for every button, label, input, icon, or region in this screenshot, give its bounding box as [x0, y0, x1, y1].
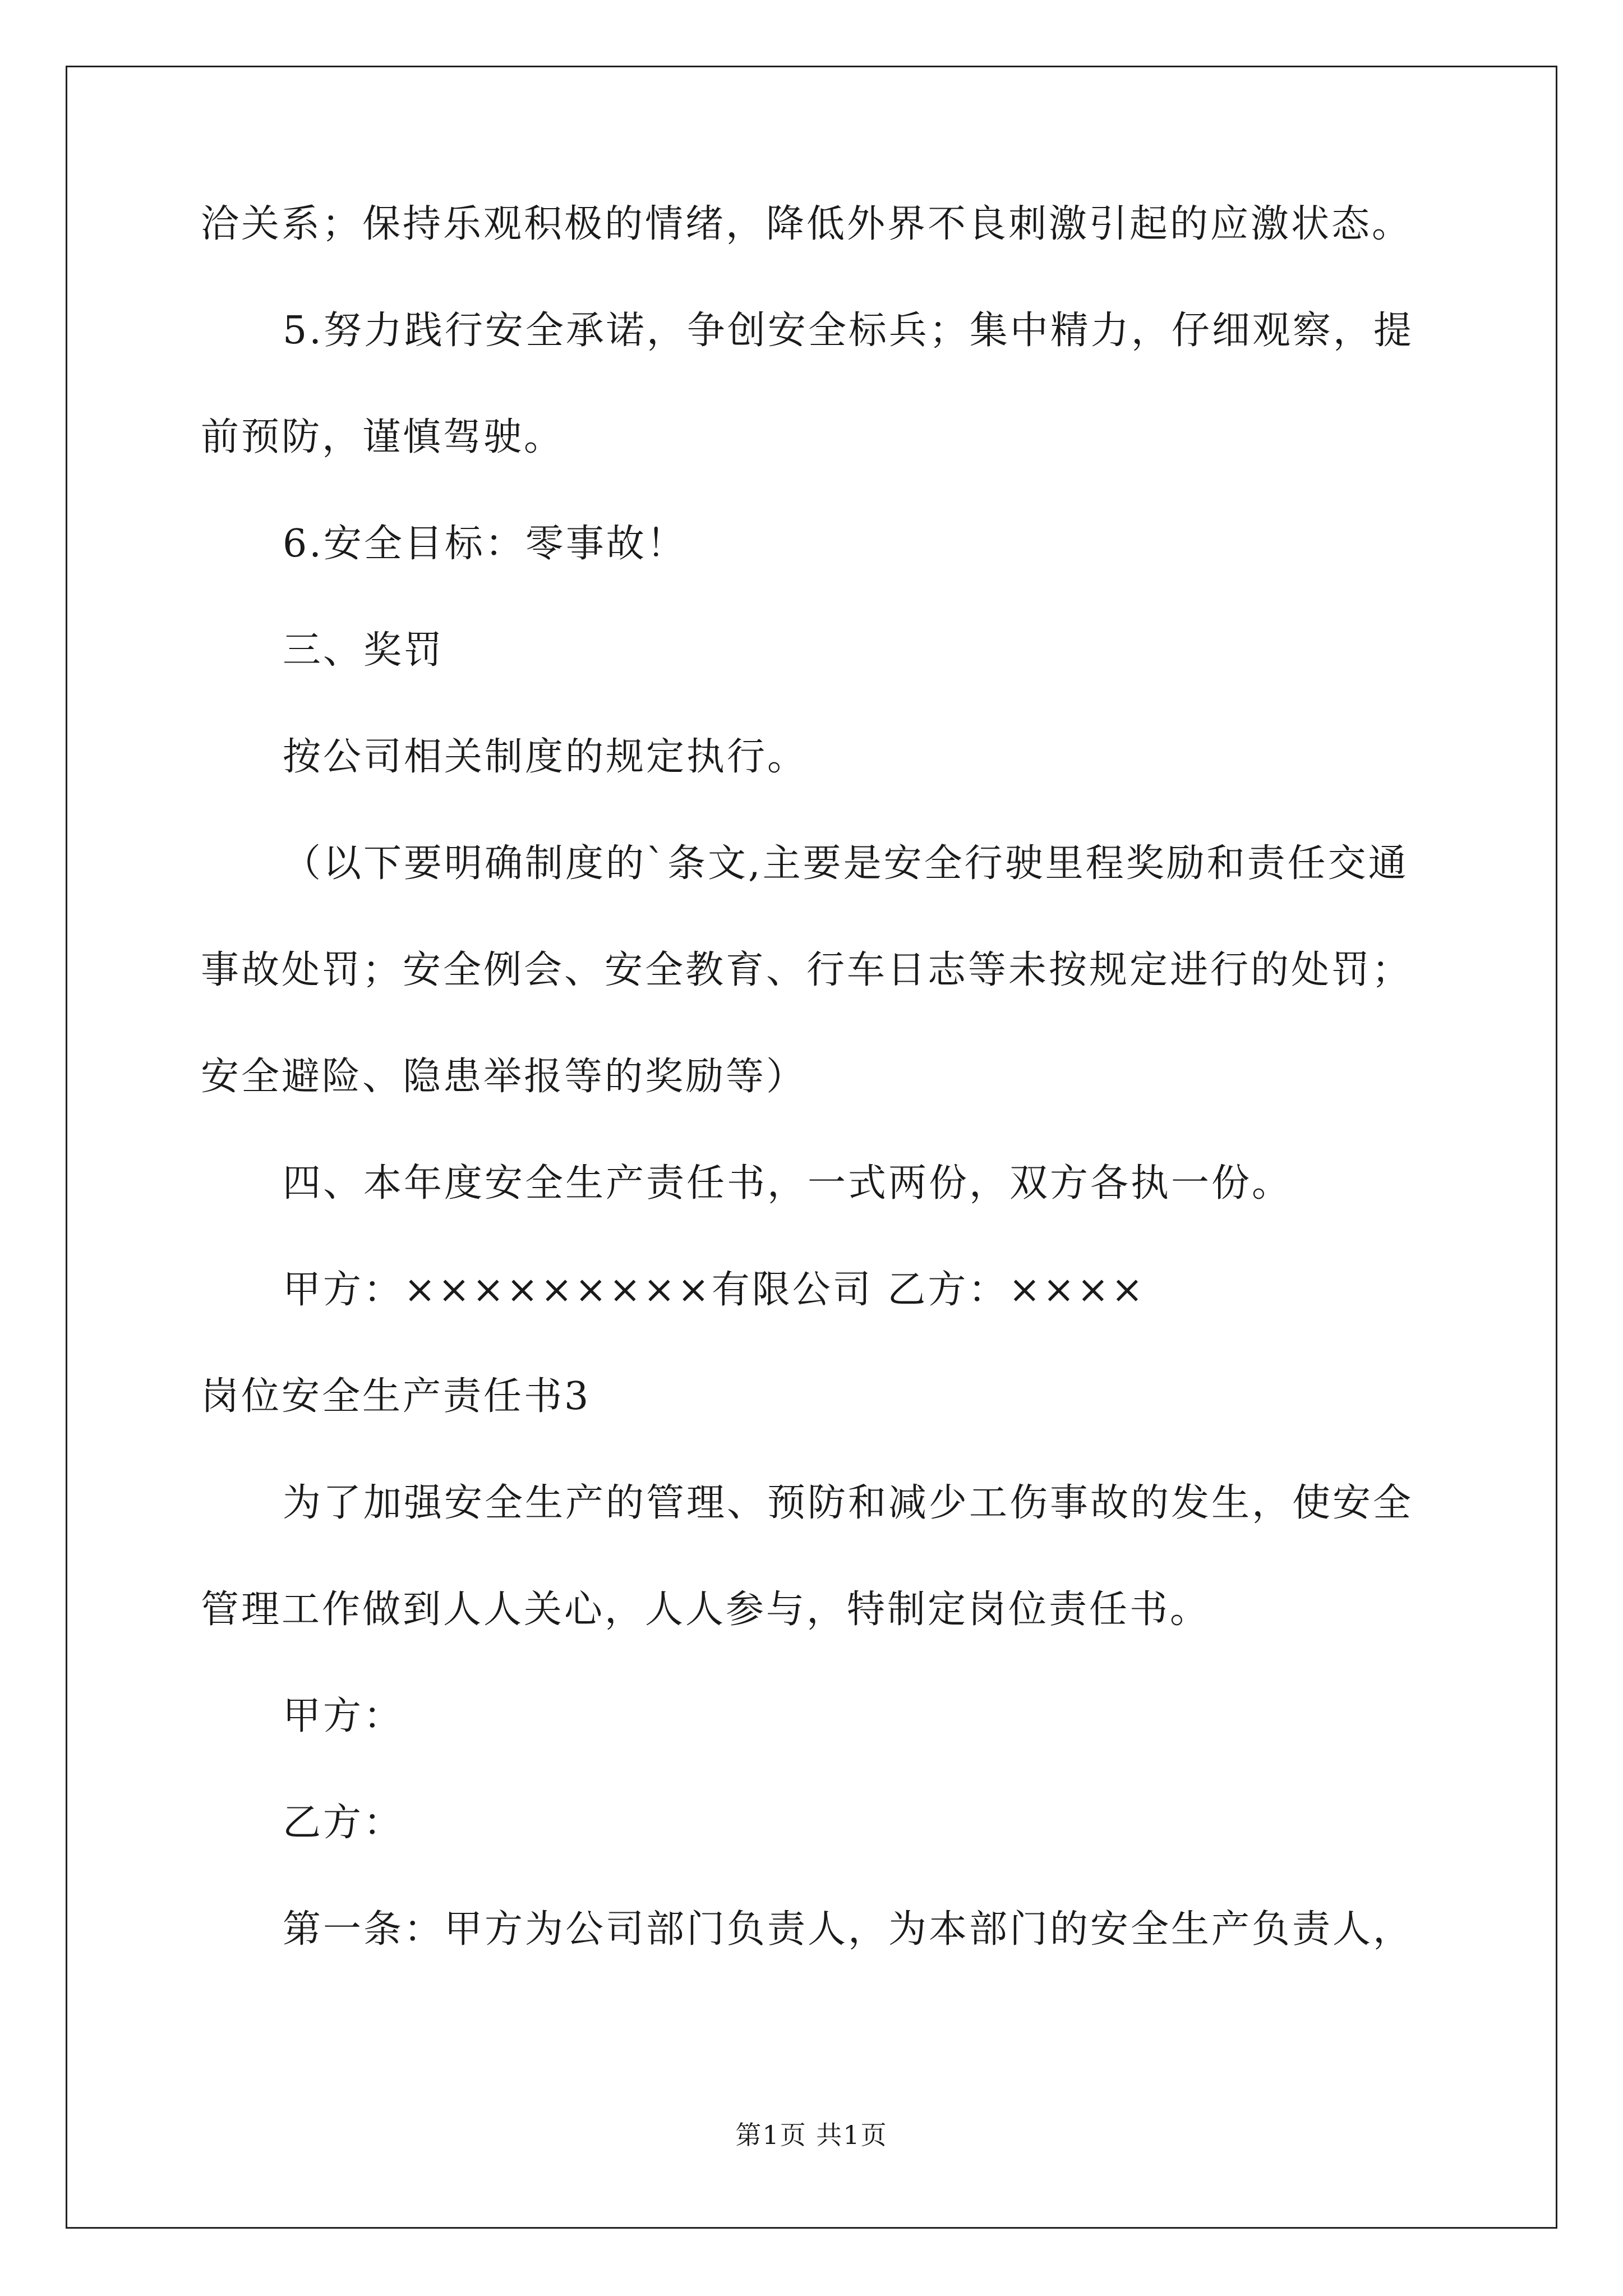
paragraph-line: 为了加强安全生产的管理、预防和减少工伤事故的发生，使安全 [283, 1481, 1414, 1525]
document-title: 岗位安全生产责任书3 [201, 1374, 591, 1419]
section-heading: 三、奖罚 [283, 628, 445, 673]
paragraph-line: 洽关系；保持乐观积极的情绪，降低外界不良刺激引起的应激状态。 [201, 202, 1413, 246]
paragraph-line: 按公司相关制度的规定执行。 [283, 735, 808, 779]
paragraph-line: 5.努力践行安全承诺，争创安全标兵；集中精力，仔细观察，提 [283, 309, 1414, 353]
paragraph-line: （以下要明确制度的`条文,主要是安全行驶里程奖励和责任交通 [283, 841, 1409, 886]
page-number: 第1页 共1页 [735, 2120, 888, 2150]
paragraph-line: 前预防，谨慎驾驶。 [201, 415, 565, 459]
paragraph-line: 第一条：甲方为公司部门负责人，为本部门的安全生产负责人， [283, 1907, 1414, 1952]
paragraph-line: 6.安全目标：零事故！ [283, 522, 687, 566]
paragraph-line: 管理工作做到人人关心，人人参与，特制定岗位责任书。 [201, 1588, 1211, 1632]
paragraph-line: 四、本年度安全生产责任书，一式两份，双方各执一份。 [283, 1161, 1293, 1205]
paragraph-line: 乙方： [283, 1801, 404, 1845]
paragraph-line: 甲方： [283, 1694, 404, 1738]
paragraph-line: 甲方：×××××××××有限公司 乙方：×××× [283, 1268, 1146, 1312]
paragraph-line: 事故处罚；安全例会、安全教育、行车日志等未按规定进行的处罚； [201, 948, 1413, 992]
paragraph-line: 安全避险、隐患举报等的奖励等） [201, 1055, 807, 1099]
